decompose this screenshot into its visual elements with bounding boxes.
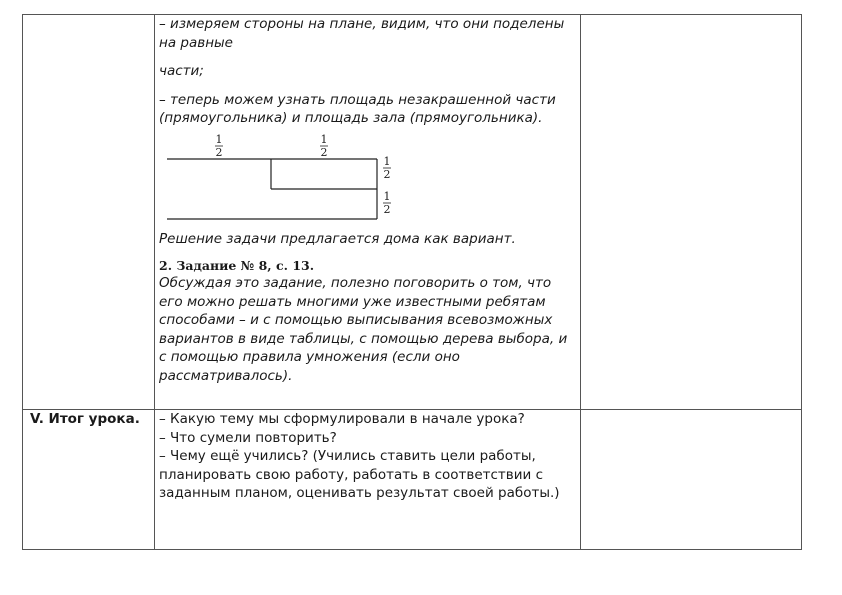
text-line: – Какую тему мы сформулировали в начале урока? [159,411,525,427]
fraction-label [383,155,391,181]
plan-shape [167,159,377,219]
fraction-numerator: 1 [383,154,391,168]
fraction-numerator: 1 [215,133,223,146]
fraction-denominator: 2 [383,167,391,181]
text-line: – Что сумели повторить? [159,429,337,446]
notes-cell [581,15,802,410]
text-line: части; [159,63,204,79]
notes-cell [581,410,802,550]
stage-label: V. Итог урока. [30,411,140,427]
fraction-numerator: 1 [320,133,328,146]
content-text [159,230,576,249]
task-text: Обсуждая это задание, полезно поговорить о том, что его можно решать многими уже известными ребятам способами – и с помощью выписывания всевозможных вариантов в виде таблицы, с помощью дерева выбора, и с помощью правила умножения (если оно рассматривалось). [159,275,568,384]
content-text [159,15,576,128]
content-cell [155,15,581,410]
text-line: – измеряем стороны на плане, видим, что они поделены на равные [159,16,565,51]
fraction-denominator: 2 [215,145,223,159]
task-heading: 2. Задание № 8, с. 13. [159,258,315,273]
table-row [23,15,802,410]
stage-cell [23,410,155,550]
table-row [23,410,802,550]
fraction-label [320,134,328,159]
content-cell [155,410,581,550]
plan-diagram [163,134,403,220]
text-line: – Чему ещё учились? (Учились ставить цели работы, планировать свою работу, работать в соответствии с заданным планом, оценивать результат своей работы.) [159,448,560,501]
fraction-numerator: 1 [383,189,391,203]
solution-note: Решение задачи предлагается дома как вариант. [159,230,516,247]
fraction-label [383,190,391,216]
stage-cell [23,15,155,410]
fraction-label [215,134,223,159]
text-line: – теперь можем узнать площадь незакрашенной части (прямоугольника) и площадь зала (прямоугольника). [159,91,556,126]
fraction-denominator: 2 [383,202,391,216]
fraction-denominator: 2 [320,145,328,159]
lesson-table [22,14,802,550]
